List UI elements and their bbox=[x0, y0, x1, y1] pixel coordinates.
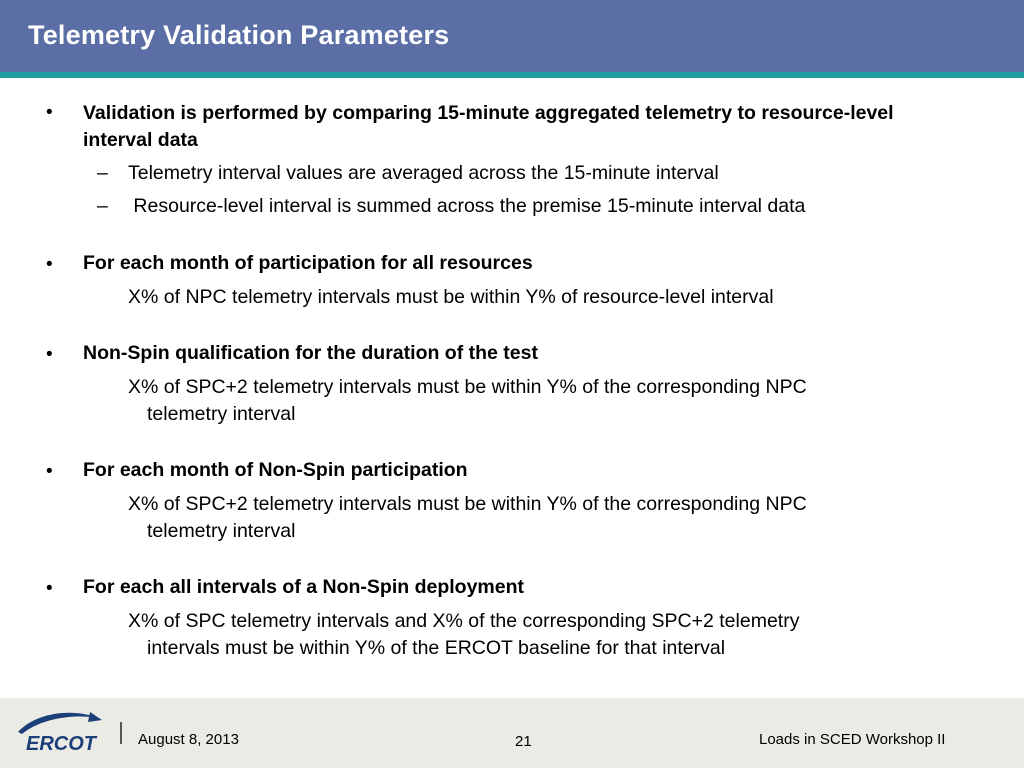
sub-text bbox=[128, 374, 928, 428]
bullet-marker: • bbox=[46, 578, 53, 599]
sub-text bbox=[128, 284, 928, 311]
bullet-text: For each month of Non-Spin participation bbox=[83, 459, 468, 481]
sub-text-line: X% of NPC telemetry intervals must be within Y% of resource-level interval bbox=[128, 286, 774, 308]
dash-marker: – bbox=[97, 195, 108, 217]
bullet-text: Validation is performed by comparing 15-minute aggregated telemetry to resource-level interval data bbox=[83, 102, 894, 151]
dash-marker: – bbox=[97, 162, 108, 184]
title-accent-stripe bbox=[0, 72, 1024, 78]
sub-text-line: X% of SPC+2 telemetry intervals must be within Y% of the corresponding NPC bbox=[128, 493, 807, 515]
logo-wordmark: ERCOT bbox=[26, 733, 96, 754]
sub-text-line: X% of SPC telemetry intervals and X% of the corresponding SPC+2 telemetry bbox=[128, 610, 800, 632]
bullet-marker: • bbox=[46, 102, 53, 123]
sub-text-line: intervals must be within Y% of the ERCOT baseline for that interval bbox=[147, 637, 726, 659]
bullet-marker: • bbox=[46, 461, 53, 482]
ercot-logo bbox=[12, 706, 104, 754]
bullet-text: For each all intervals of a Non-Spin deployment bbox=[83, 576, 524, 598]
bullet-marker: • bbox=[46, 254, 53, 275]
footer-date: August 8, 2013 bbox=[138, 731, 239, 748]
dash-text: Telemetry interval values are averaged across the 15-minute interval bbox=[128, 162, 719, 184]
dash-text: Resource-level interval is summed across the premise 15-minute interval data bbox=[128, 195, 806, 217]
footer-divider bbox=[120, 722, 122, 744]
title-bar bbox=[0, 0, 1024, 72]
bullet-text: Non-Spin qualification for the duration of the test bbox=[83, 342, 538, 364]
slide-footer bbox=[0, 698, 1024, 768]
sub-text-line: X% of SPC+2 telemetry intervals must be within Y% of the corresponding NPC bbox=[128, 376, 807, 398]
page-number: 21 bbox=[515, 733, 532, 750]
sub-text bbox=[128, 491, 928, 545]
sub-text-line: telemetry interval bbox=[147, 403, 296, 425]
bullet-text: For each month of participation for all resources bbox=[83, 252, 533, 274]
slide-title: Telemetry Validation Parameters bbox=[28, 20, 450, 50]
sub-text bbox=[128, 608, 928, 662]
sub-text-line: telemetry interval bbox=[147, 520, 296, 542]
bullet-marker: • bbox=[46, 344, 53, 365]
footer-event-title: Loads in SCED Workshop II bbox=[759, 731, 946, 748]
